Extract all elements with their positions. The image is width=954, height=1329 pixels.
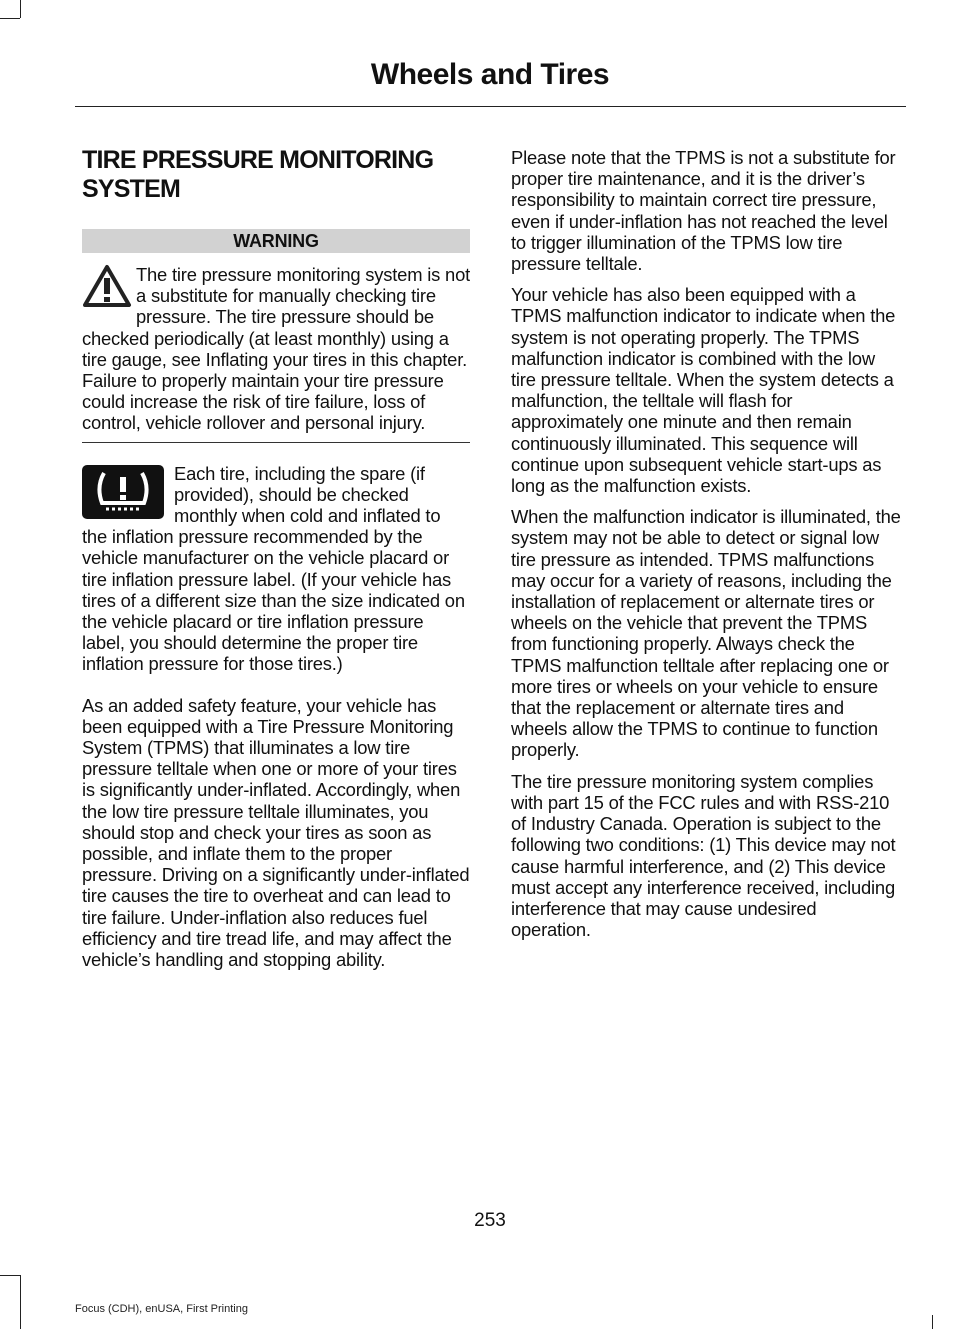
paragraph: Your vehicle has also been equipped with a TPMS malfunction indicator to indicate when the system is not operating properly. The TPMS malfunction indicator is combined with the low tire pressure telltale. When the system detects a malfunction, the telltale will flash for approximately one minute and then remain continuously illuminated. This sequence will continue upon subsequent vehicle start-ups as long as the malfunction exists.	[511, 284, 896, 497]
paragraph: Please note that the TPMS is not a substitute for proper tire maintenance, and it is the driver’s responsibility to maintain correct tire pressure, even if under-inflation has not reached the level to trigger illumination of the TPMS low tire pressure telltale.	[511, 147, 896, 275]
warning-divider	[82, 442, 470, 443]
crop-mark	[20, 0, 21, 18]
paragraph: When the malfunction indicator is illuminated, the system may not be able to detect or signal low tire pressure as intended. TPMS malfunctions may occur for a variety of reasons, including the installation of replacement or alternate tires or wheels on the vehicle that prevent the TPMS from functioning properly. Always check the TPMS malfunction telltale after replacing one or more tires or wheels on your vehicle to ensure that the replacement or alternate tires and wheels allow the TPMS to continue to function properly.	[511, 506, 901, 761]
crop-mark	[0, 1275, 20, 1276]
right-column	[511, 147, 901, 950]
footer-text: Focus (CDH), enUSA, First Printing	[75, 1303, 248, 1315]
page-number: 253	[474, 1210, 506, 1231]
page-header-title: Wheels and Tires	[370, 58, 610, 91]
crop-mark	[20, 1275, 21, 1329]
crop-mark	[0, 18, 20, 19]
warning-text: The tire pressure monitoring system is not a substitute for manually checking tire pressure. The tire pressure should be checked periodically (at least monthly) using a tire gauge, see Inflating your tires in this chapter. Failure to properly maintain your tire pressure could increase the risk of tire failure, loss of control, vehicle rollover and personal injury.	[82, 264, 470, 434]
header-divider	[75, 106, 906, 107]
paragraph: The tire pressure monitoring system complies with part 15 of the FCC rules and with RSS-210 of Industry Canada. Operation is subject to the following two conditions: (1) This device may not cause harmful interference, and (2) This device must accept any interference received, including interference that may cause undesired operation.	[511, 770, 896, 941]
section-title: TIRE PRESSURE MONITORING SYSTEM	[82, 146, 434, 203]
safety-paragraph: As an added safety feature, your vehicle has been equipped with a Tire Pressure Monitoring System (TPMS) that illuminates a low tire pressure telltale when one or more of your tires is significantly under-inflated. Accordingly, when the low tire pressure telltale illuminates, you should stop and check your tires as soon as possible, and inflate them to the proper pressure. Driving on a significantly under-inflated tire causes the tire to overheat and can lead to tire failure. Under-inflation also reduces fuel efficiency and tire tread life, and may affect the vehicle’s handling and stopping ability.	[82, 694, 470, 971]
warning-label: WARNING	[82, 229, 470, 253]
warning-triangle-icon	[82, 264, 136, 314]
warning-block	[82, 264, 470, 434]
tpms-block	[82, 463, 470, 675]
crop-mark	[932, 1315, 933, 1329]
left-column	[82, 146, 470, 980]
tpms-telltale-icon	[82, 465, 164, 521]
tpms-text: Each tire, including the spare (if provided), should be checked monthly when cold and inflated to the inflation pressure recommended by the vehicle manufacturer on the vehicle placard or tire inflation pressure label. (If your vehicle has tires of a different size than the size indicated on the vehicle placard or tire inflation pressure label, you should determine the proper tire inflation pressure for those tires.)	[82, 462, 465, 675]
